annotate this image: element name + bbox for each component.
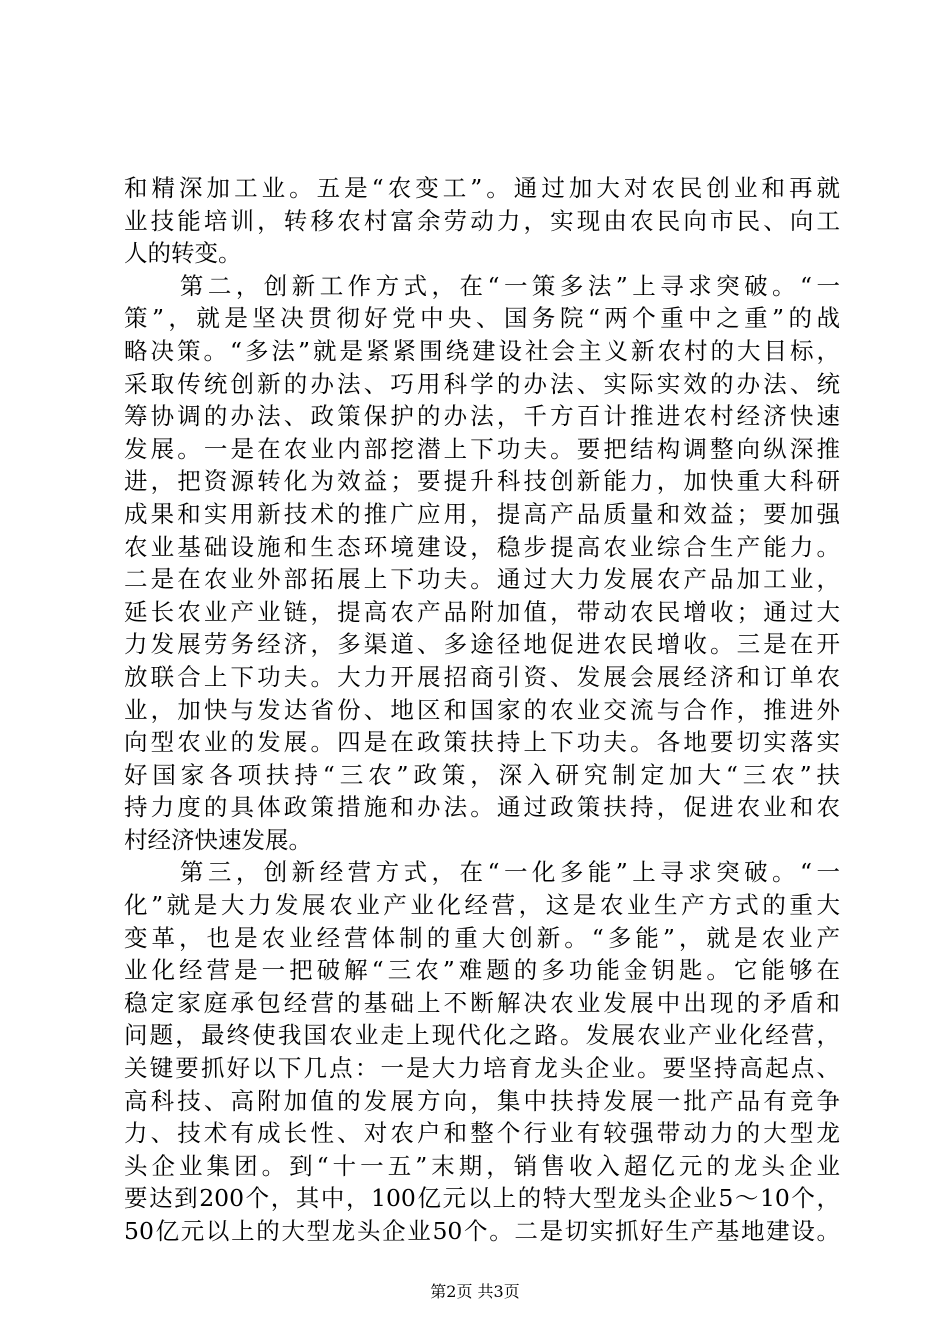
text-line: 延长农业产业链，提高农产品附加值，带动农民增收；通过大 — [124, 597, 840, 626]
text-line: 关键要抓好以下几点：一是大力培育龙头企业。要坚持高起点、 — [124, 1054, 840, 1083]
text-line: 向型农业的发展。四是在政策扶持上下功夫。各地要切实落实 — [124, 728, 840, 757]
text-line: 人的转变。 — [124, 239, 242, 268]
page-number-label: 第2页 共3页 — [430, 1282, 520, 1301]
text-line: 采取传统创新的办法、巧用科学的办法、实际实效的办法、统 — [124, 369, 840, 398]
text-line: 力、技术有成长性、对农户和整个行业有较强带动力的大型龙 — [124, 1119, 840, 1148]
text-line: 和精深加工业。五是“农变工”。通过加大对农民创业和再就 — [124, 174, 840, 202]
text-line: 问题，最终使我国农业走上现代化之路。发展农业产业化经营， — [124, 1021, 840, 1050]
text-line: 业化经营是一把破解“三农”难题的多功能金钥匙。它能够在 — [124, 956, 840, 985]
text-line: 50亿元以上的大型龙头企业50个。二是切实抓好生产基地建设。 — [124, 1217, 840, 1245]
text-line: 变革，也是农业经营体制的重大创新。“多能”，就是农业产 — [124, 923, 840, 952]
text-line: 力发展劳务经济，多渠道、多途径地促进农民增收。三是在开 — [124, 630, 840, 659]
text-line: 业技能培训，转移农村富余劳动力，实现由农民向市民、向工 — [124, 206, 840, 235]
text-line: 第三，创新经营方式，在“一化多能”上寻求突破。“一 — [124, 858, 840, 887]
text-line: 发展。一是在农业内部挖潜上下功夫。要把结构调整向纵深推 — [124, 434, 840, 463]
text-line: 持力度的具体政策措施和办法。通过政策扶持，促进农业和农 — [124, 793, 840, 822]
text-line: 略决策。“多法”就是紧紧围绕建设社会主义新农村的大目标， — [124, 336, 840, 365]
text-line: 业，加快与发达省份、地区和国家的农业交流与合作，推进外 — [124, 695, 840, 724]
text-line: 放联合上下功夫。大力开展招商引资、发展会展经济和订单农 — [124, 662, 840, 691]
text-line: 要达到200个，其中，100亿元以上的特大型龙头企业5～10个， — [124, 1184, 840, 1213]
text-line: 农业基础设施和生态环境建设，稳步提高农业综合生产能力。 — [124, 532, 840, 561]
page-footer — [0, 1282, 950, 1302]
text-line: 进，把资源转化为效益；要提升科技创新能力，加快重大科研 — [124, 467, 840, 496]
text-line: 化”就是大力发展农业产业化经营，这是农业生产方式的重大 — [124, 891, 840, 920]
text-line: 村经济快速发展。 — [124, 825, 312, 854]
text-line: 第二，创新工作方式，在“一策多法”上寻求突破。“一 — [124, 271, 840, 300]
text-line: 高科技、高附加值的发展方向，集中扶持发展一批产品有竞争 — [124, 1086, 840, 1115]
document-body — [124, 172, 840, 1248]
text-line: 二是在农业外部拓展上下功夫。通过大力发展农产品加工业， — [124, 565, 840, 594]
text-line: 策”，就是坚决贯彻好党中央、国务院“两个重中之重”的战 — [124, 304, 840, 333]
text-line: 稳定家庭承包经营的基础上不断解决农业发展中出现的矛盾和 — [124, 988, 840, 1017]
text-line: 筹协调的办法、政策保护的办法，千方百计推进农村经济快速 — [124, 402, 840, 431]
text-line: 成果和实用新技术的推广应用，提高产品质量和效益；要加强 — [124, 499, 840, 528]
text-line: 好国家各项扶持“三农”政策，深入研究制定加大“三农”扶 — [124, 760, 840, 789]
text-line: 头企业集团。到“十一五”末期，销售收入超亿元的龙头企业 — [124, 1151, 840, 1180]
